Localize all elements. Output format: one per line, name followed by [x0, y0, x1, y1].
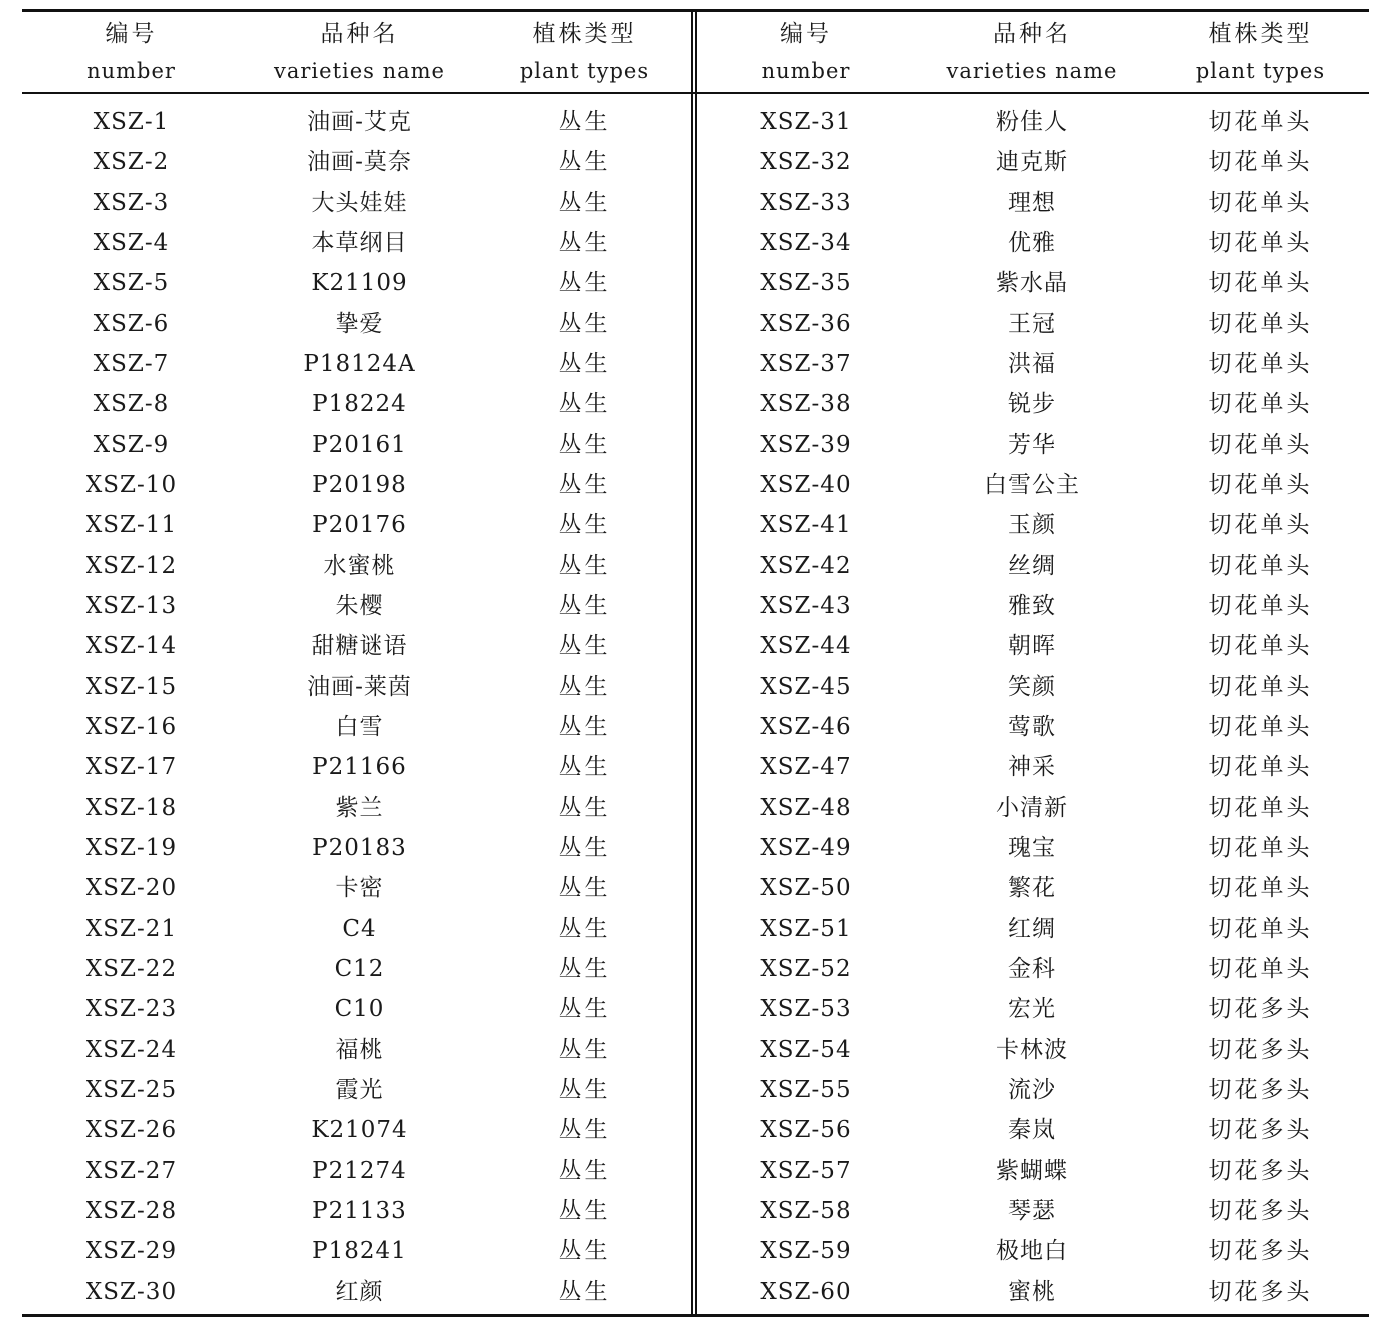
header-plant-types-zh: 植株类型 [1208, 21, 1313, 47]
table-row [22, 1110, 691, 1150]
cell-variety-name: 琴瑟 [1008, 1197, 1056, 1224]
cell-plant-type: 丛生 [558, 1197, 611, 1224]
table-row [22, 1191, 691, 1231]
cell-number: XSZ-8 [93, 391, 170, 418]
cell-variety-name: 秦岚 [1008, 1117, 1056, 1144]
cell-number: XSZ-19 [85, 834, 178, 861]
table-row [700, 304, 1369, 344]
cell-plant-type: 丛生 [558, 633, 611, 660]
cell-variety-name: C10 [334, 996, 385, 1023]
cell-plant-type: 丛生 [558, 955, 611, 982]
cell-variety-name: 瑰宝 [1008, 834, 1056, 861]
table-row [700, 1030, 1369, 1070]
table-row [700, 465, 1369, 505]
cell-plant-type: 切花多头 [1208, 996, 1313, 1023]
cell-variety-name: 白雪 [335, 713, 384, 740]
cell-number: XSZ-9 [93, 431, 170, 458]
cell-variety-name: 紫水晶 [996, 270, 1068, 297]
cell-number: XSZ-15 [85, 673, 178, 700]
cell-variety-name: 小清新 [996, 794, 1068, 821]
table-row [700, 505, 1369, 545]
cell-number: XSZ-57 [760, 1157, 852, 1184]
header-number-en: number [761, 59, 851, 83]
cell-number: XSZ-28 [85, 1197, 178, 1224]
cell-variety-name: P21133 [312, 1197, 407, 1224]
cell-number: XSZ-21 [85, 915, 178, 942]
table-row [22, 707, 691, 747]
cell-number: XSZ-42 [760, 552, 852, 579]
cell-variety-name: 理想 [1008, 189, 1056, 216]
cell-plant-type: 切花单头 [1208, 149, 1313, 176]
cell-plant-type: 丛生 [558, 270, 611, 297]
cell-plant-type: 丛生 [558, 391, 611, 418]
cell-plant-type: 切花单头 [1208, 109, 1313, 135]
cell-plant-type: 丛生 [558, 149, 611, 176]
cell-plant-type: 丛生 [558, 794, 611, 821]
table-center-double-rule [691, 11, 697, 1316]
cell-plant-type: 丛生 [558, 1278, 611, 1305]
cell-variety-name: 繁花 [1008, 875, 1056, 902]
cell-number: XSZ-22 [85, 955, 178, 982]
cell-number: XSZ-7 [93, 350, 170, 377]
cell-variety-name: 本草纲目 [311, 229, 408, 256]
cell-variety-name: 粉佳人 [996, 109, 1068, 135]
table-row [22, 586, 691, 626]
cell-number: XSZ-45 [760, 673, 852, 700]
cell-plant-type: 丛生 [558, 350, 611, 377]
cell-plant-type: 丛生 [558, 834, 611, 861]
cell-variety-name: 福桃 [335, 1036, 384, 1063]
table-row [22, 304, 691, 344]
table-row [22, 465, 691, 505]
cell-plant-type: 切花单头 [1208, 310, 1313, 337]
cell-variety-name: 挚爱 [335, 310, 384, 337]
table-header-row [700, 12, 1369, 92]
table-row [22, 626, 691, 666]
cell-variety-name: P20183 [312, 834, 407, 861]
header-varieties-name-en: varieties name [946, 59, 1118, 83]
cell-variety-name: 笑颜 [1008, 673, 1056, 700]
table-body-right [700, 102, 1369, 1312]
cell-variety-name: P21166 [312, 754, 407, 781]
table-row [700, 344, 1369, 384]
cell-number: XSZ-14 [85, 633, 178, 660]
cell-plant-type: 切花单头 [1208, 754, 1313, 781]
cell-number: XSZ-54 [760, 1036, 852, 1063]
cell-variety-name: 莺歌 [1008, 713, 1056, 740]
cell-variety-name: 油画-莫奈 [307, 149, 412, 176]
table-row [700, 1231, 1369, 1271]
cell-plant-type: 丛生 [558, 1238, 611, 1265]
table-row [700, 989, 1369, 1029]
table-row [700, 1191, 1369, 1231]
cell-number: XSZ-16 [85, 713, 178, 740]
table-row [700, 1151, 1369, 1191]
cell-variety-name: 王冠 [1008, 310, 1056, 337]
table-row [22, 223, 691, 263]
cell-plant-type: 切花单头 [1208, 592, 1313, 619]
cell-variety-name: 芳华 [1008, 431, 1056, 458]
table-row [22, 344, 691, 384]
cell-variety-name: P18224 [312, 391, 407, 418]
cell-variety-name: K21074 [311, 1117, 408, 1144]
table-row [22, 1151, 691, 1191]
cell-plant-type: 切花多头 [1208, 1117, 1313, 1144]
cell-number: XSZ-39 [760, 431, 852, 458]
cell-plant-type: 丛生 [558, 673, 611, 700]
cell-number: XSZ-4 [93, 229, 170, 256]
cell-number: XSZ-35 [760, 270, 852, 297]
cell-plant-type: 切花单头 [1208, 471, 1313, 498]
table-row [700, 788, 1369, 828]
cell-number: XSZ-29 [85, 1238, 178, 1265]
cell-number: XSZ-10 [85, 471, 178, 498]
cell-number: XSZ-27 [85, 1157, 178, 1184]
cell-variety-name: 朝晖 [1008, 633, 1056, 660]
cell-plant-type: 切花单头 [1208, 189, 1313, 216]
cell-plant-type: 切花多头 [1208, 1076, 1313, 1103]
cell-plant-type: 切花多头 [1208, 1157, 1313, 1184]
table-row [700, 747, 1369, 787]
cell-plant-type: 切花单头 [1208, 431, 1313, 458]
cell-variety-name: 紫兰 [335, 794, 384, 821]
cell-variety-name: 大头娃娃 [311, 189, 408, 216]
table-row [22, 1231, 691, 1271]
cell-number: XSZ-32 [760, 149, 852, 176]
header-number [22, 12, 241, 92]
cell-variety-name: P21274 [312, 1157, 407, 1184]
cell-variety-name: 甜糖谜语 [311, 633, 408, 660]
cell-plant-type: 切花多头 [1208, 1036, 1313, 1063]
cell-number: XSZ-23 [85, 996, 178, 1023]
table-row [22, 828, 691, 868]
table-body-left [22, 102, 691, 1312]
table-row [22, 989, 691, 1029]
table-row [700, 546, 1369, 586]
cell-plant-type: 切花单头 [1208, 350, 1313, 377]
header-number-zh: 编号 [780, 21, 832, 47]
cell-number: XSZ-53 [760, 996, 852, 1023]
cell-variety-name: 水蜜桃 [323, 552, 396, 579]
cell-variety-name: 卡密 [335, 875, 384, 902]
table-row [700, 586, 1369, 626]
cell-plant-type: 切花单头 [1208, 512, 1313, 539]
cell-number: XSZ-20 [85, 875, 178, 902]
cell-variety-name: 流沙 [1008, 1076, 1056, 1103]
cell-number: XSZ-5 [93, 270, 170, 297]
cell-number: XSZ-56 [760, 1117, 852, 1144]
cell-variety-name: 朱樱 [335, 592, 384, 619]
cell-plant-type: 丛生 [558, 229, 611, 256]
cell-number: XSZ-26 [85, 1117, 178, 1144]
cell-variety-name: P18241 [312, 1238, 407, 1265]
cell-variety-name: 神采 [1008, 754, 1056, 781]
table-row [22, 667, 691, 707]
header-number [700, 12, 912, 92]
cell-variety-name: P18124A [303, 350, 416, 377]
cell-number: XSZ-31 [760, 109, 852, 135]
header-varieties-name [241, 12, 478, 92]
cell-plant-type: 丛生 [558, 512, 611, 539]
header-plant-types-zh: 植株类型 [532, 21, 637, 47]
cell-number: XSZ-34 [760, 229, 852, 256]
cell-number: XSZ-24 [85, 1036, 178, 1063]
cell-variety-name: 油画-莱茵 [307, 673, 412, 700]
cell-variety-name: 红颜 [335, 1278, 384, 1305]
cell-plant-type: 丛生 [558, 471, 611, 498]
cell-number: XSZ-49 [760, 834, 852, 861]
table-row [22, 546, 691, 586]
cell-plant-type: 切花单头 [1208, 229, 1313, 256]
header-plant-types [1152, 12, 1369, 92]
table-row [22, 868, 691, 908]
cell-plant-type: 丛生 [558, 431, 611, 458]
table-row [22, 909, 691, 949]
cell-number: XSZ-11 [85, 512, 178, 539]
cell-number: XSZ-33 [760, 189, 852, 216]
header-varieties-name-zh: 品种名 [320, 21, 399, 47]
table-left-half [22, 12, 691, 1305]
cell-plant-type: 丛生 [558, 875, 611, 902]
cell-plant-type: 切花单头 [1208, 633, 1313, 660]
cell-variety-name: 霞光 [335, 1076, 384, 1103]
cell-plant-type: 丛生 [558, 915, 611, 942]
table-row [700, 667, 1369, 707]
table-row [700, 1070, 1369, 1110]
cell-plant-type: 丛生 [558, 592, 611, 619]
table-row [700, 1272, 1369, 1312]
cell-plant-type: 切花单头 [1208, 391, 1313, 418]
cell-number: XSZ-51 [760, 915, 852, 942]
cell-plant-type: 丛生 [558, 552, 611, 579]
cell-plant-type: 丛生 [558, 1076, 611, 1103]
cell-number: XSZ-1 [93, 109, 170, 135]
table-row [22, 788, 691, 828]
header-plant-types-en: plant types [519, 59, 650, 83]
header-plant-types [478, 12, 691, 92]
cell-number: XSZ-58 [760, 1197, 852, 1224]
cell-variety-name: K21109 [311, 270, 408, 297]
table-row [22, 747, 691, 787]
cell-plant-type: 丛生 [558, 189, 611, 216]
table-row [22, 384, 691, 424]
cell-variety-name: 紫蝴蝶 [996, 1157, 1068, 1184]
cell-number: XSZ-46 [760, 713, 852, 740]
header-varieties-name-zh: 品种名 [993, 21, 1071, 47]
cell-number: XSZ-55 [760, 1076, 852, 1103]
cell-plant-type: 切花单头 [1208, 713, 1313, 740]
cell-number: XSZ-36 [760, 310, 852, 337]
table-row [700, 183, 1369, 223]
cell-plant-type: 丛生 [558, 1157, 611, 1184]
cell-plant-type: 切花单头 [1208, 673, 1313, 700]
cell-plant-type: 丛生 [558, 713, 611, 740]
cell-number: XSZ-2 [93, 149, 170, 176]
cell-plant-type: 丛生 [558, 754, 611, 781]
table-row [700, 707, 1369, 747]
cell-number: XSZ-48 [760, 794, 852, 821]
cell-variety-name: 玉颜 [1008, 512, 1056, 539]
table-row [700, 626, 1369, 666]
cell-plant-type: 切花单头 [1208, 955, 1313, 982]
table-row [22, 183, 691, 223]
cell-variety-name: 锐步 [1008, 391, 1056, 418]
cell-plant-type: 切花单头 [1208, 875, 1313, 902]
header-varieties-name [912, 12, 1152, 92]
table-row [700, 223, 1369, 263]
cell-variety-name: 迪克斯 [996, 149, 1068, 176]
cell-number: XSZ-17 [85, 754, 178, 781]
cell-variety-name: 白雪公主 [984, 471, 1080, 498]
table-row [22, 505, 691, 545]
cell-plant-type: 切花单头 [1208, 552, 1313, 579]
cell-variety-name: P20176 [312, 512, 407, 539]
header-varieties-name-en: varieties name [274, 59, 445, 83]
table-row [22, 263, 691, 303]
table-right-half [700, 12, 1369, 1305]
cell-number: XSZ-43 [760, 592, 852, 619]
cell-number: XSZ-13 [85, 592, 178, 619]
cell-number: XSZ-12 [85, 552, 178, 579]
cell-variety-name: 洪福 [1008, 350, 1056, 377]
cell-number: XSZ-60 [760, 1278, 852, 1305]
cell-number: XSZ-25 [85, 1076, 178, 1103]
cell-number: XSZ-40 [760, 471, 852, 498]
table-header-row [22, 12, 691, 92]
cell-plant-type: 切花多头 [1208, 1238, 1313, 1265]
cell-variety-name: C4 [342, 915, 377, 942]
header-number-en: number [87, 59, 176, 83]
cell-number: XSZ-52 [760, 955, 852, 982]
cell-number: XSZ-47 [760, 754, 852, 781]
table-row [22, 425, 691, 465]
cell-variety-name: P20161 [312, 431, 407, 458]
header-number-zh: 编号 [105, 21, 158, 47]
cell-number: XSZ-3 [93, 189, 170, 216]
table-row [22, 1272, 691, 1312]
cell-variety-name: P20198 [312, 471, 407, 498]
table-row [22, 1030, 691, 1070]
cell-variety-name: 蜜桃 [1008, 1278, 1056, 1305]
cell-plant-type: 丛生 [558, 310, 611, 337]
cell-number: XSZ-6 [93, 310, 170, 337]
cell-variety-name: 雅致 [1008, 592, 1056, 619]
table-row [700, 909, 1369, 949]
cell-variety-name: 红绸 [1008, 915, 1056, 942]
cell-variety-name: 卡林波 [996, 1036, 1068, 1063]
cell-plant-type: 丛生 [558, 996, 611, 1023]
cell-variety-name: 油画-艾克 [307, 109, 412, 135]
cell-plant-type: 切花多头 [1208, 1197, 1313, 1224]
table-row [700, 868, 1369, 908]
header-plant-types-en: plant types [1195, 59, 1326, 83]
cell-plant-type: 切花多头 [1208, 1278, 1313, 1305]
cell-number: XSZ-59 [760, 1238, 852, 1265]
cell-number: XSZ-18 [85, 794, 178, 821]
cell-plant-type: 切花单头 [1208, 270, 1313, 297]
table-row [700, 828, 1369, 868]
cell-plant-type: 切花单头 [1208, 915, 1313, 942]
cell-variety-name: 丝绸 [1008, 552, 1056, 579]
table-row [700, 142, 1369, 182]
cell-number: XSZ-30 [85, 1278, 178, 1305]
cell-variety-name: C12 [334, 955, 385, 982]
table-row [700, 384, 1369, 424]
cell-plant-type: 丛生 [558, 1117, 611, 1144]
table-row [700, 102, 1369, 142]
cell-number: XSZ-37 [760, 350, 852, 377]
cell-variety-name: 极地白 [996, 1238, 1068, 1265]
table-row [22, 949, 691, 989]
table-row [22, 102, 691, 142]
cell-variety-name: 金科 [1008, 955, 1056, 982]
cell-variety-name: 宏光 [1008, 996, 1056, 1023]
cell-number: XSZ-50 [760, 875, 852, 902]
cell-plant-type: 丛生 [558, 1036, 611, 1063]
cell-plant-type: 丛生 [558, 109, 611, 135]
cell-plant-type: 切花单头 [1208, 794, 1313, 821]
table-row [22, 142, 691, 182]
cell-number: XSZ-38 [760, 391, 852, 418]
table-row [700, 949, 1369, 989]
cell-number: XSZ-44 [760, 633, 852, 660]
table-row [22, 1070, 691, 1110]
table-row [700, 425, 1369, 465]
cell-variety-name: 优雅 [1008, 229, 1056, 256]
table-row [700, 1110, 1369, 1150]
cell-number: XSZ-41 [760, 512, 852, 539]
cell-plant-type: 切花单头 [1208, 834, 1313, 861]
table-row [700, 263, 1369, 303]
